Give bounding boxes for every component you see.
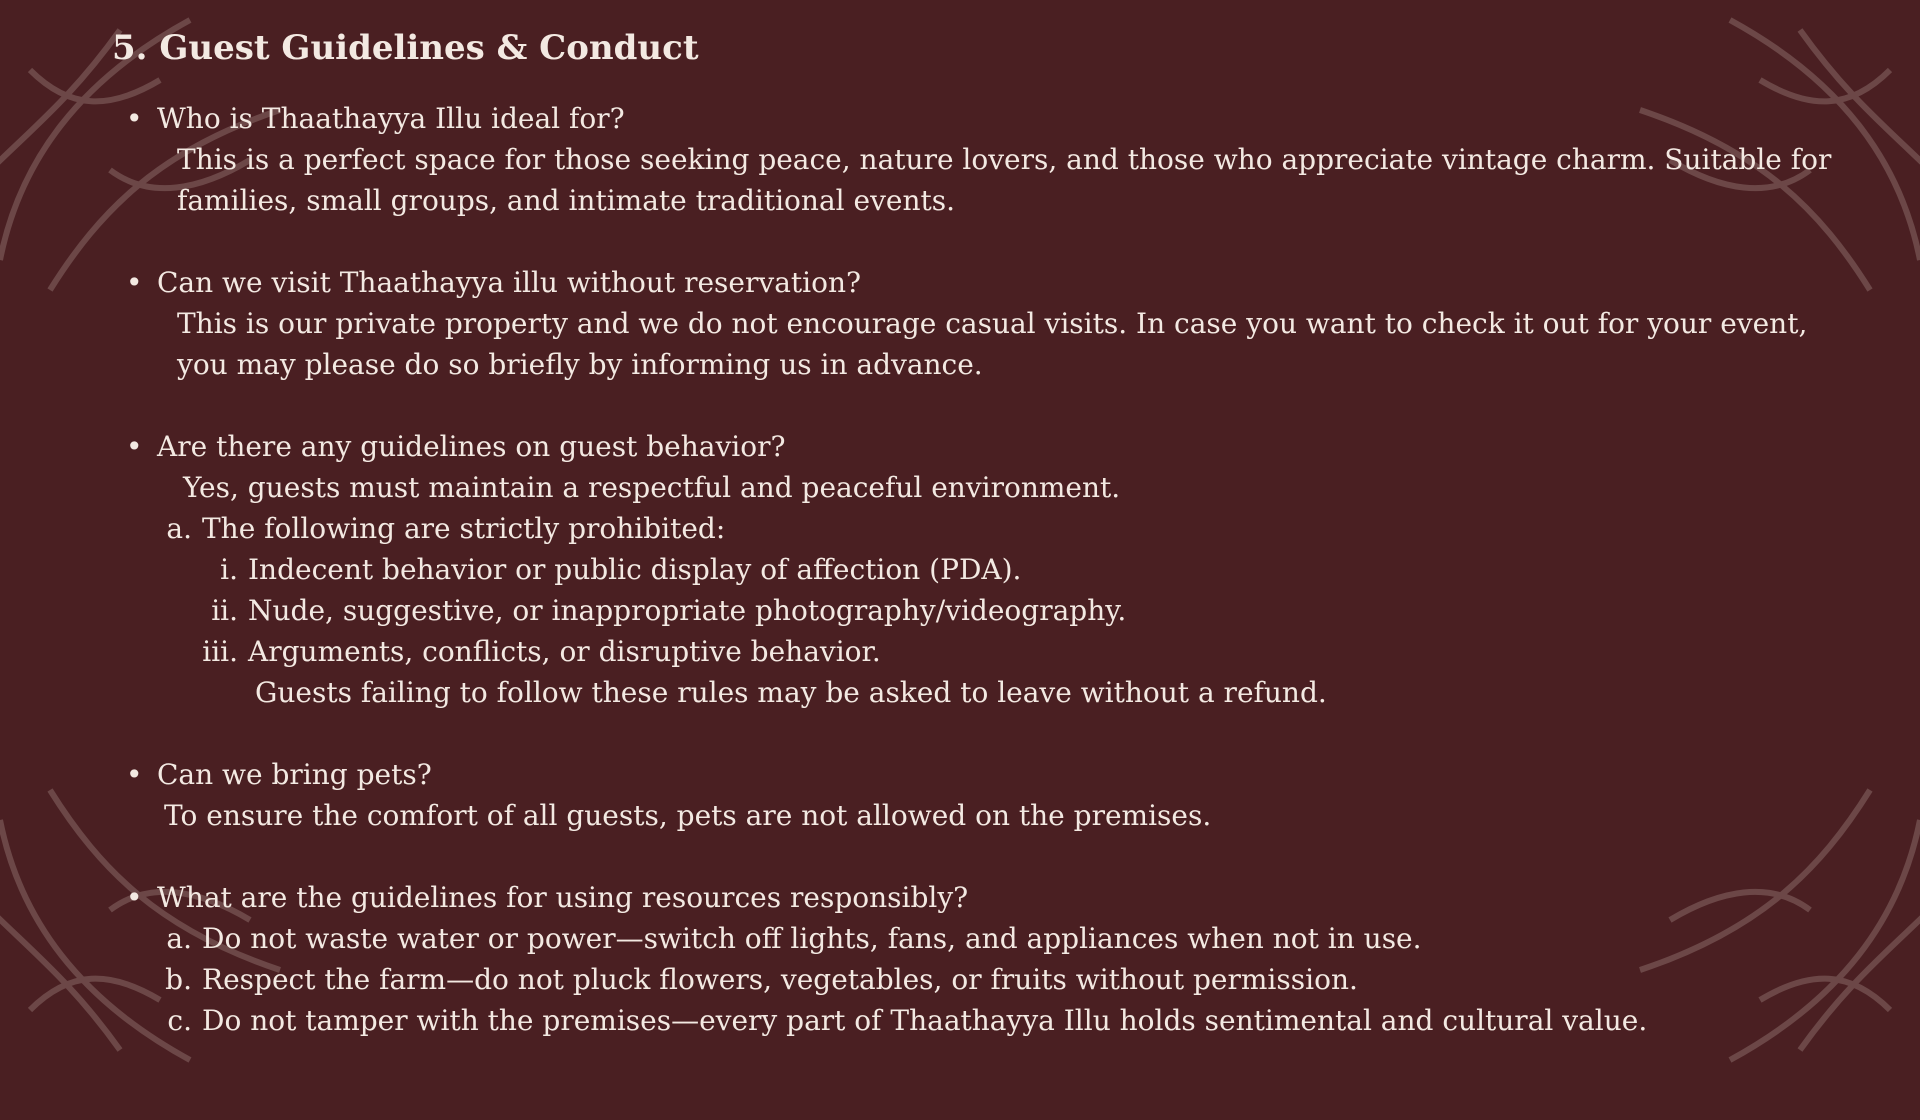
faq-item-visit-without-reservation xyxy=(112,262,1840,385)
section-title: 5. Guest Guidelines & Conduct xyxy=(112,28,699,68)
resource-guideline xyxy=(157,959,1840,1000)
prohibited-item xyxy=(157,549,1840,590)
bullet-dot-icon: • xyxy=(126,266,143,299)
faq-question: Who is Thaathayya Illu ideal for? xyxy=(157,102,625,135)
list-text: Arguments, conflicts, or disruptive behavior. xyxy=(248,635,881,668)
faq-item-resources xyxy=(112,877,1840,1041)
list-marker: c. xyxy=(167,1004,192,1037)
list-marker: i. xyxy=(220,553,238,586)
list-text: Do not tamper with the premises—every part of Thaathayya Illu holds sentimental and cultural value. xyxy=(202,1004,1648,1037)
resource-guideline xyxy=(157,1000,1840,1041)
list-marker: b. xyxy=(165,963,192,996)
bullet-dot-icon: • xyxy=(126,881,143,914)
prohibited-item xyxy=(157,631,1840,672)
faq-answer: To ensure the comfort of all guests, pets are not allowed on the premises. xyxy=(164,799,1212,832)
faq-question: Can we bring pets? xyxy=(157,758,432,791)
faq-answer: This is our private property and we do not encourage casual visits. In case you want to check it out for your event, you may please do so briefly by informing us in advance. xyxy=(177,307,1808,381)
faq-question: What are the guidelines for using resources responsibly? xyxy=(157,881,969,914)
faq-question: Can we visit Thaathayya illu without reservation? xyxy=(157,266,861,299)
list-marker: iii. xyxy=(202,635,238,668)
faq-item-guest-behavior xyxy=(112,426,1840,713)
list-marker: a. xyxy=(166,922,192,955)
faq-item-pets xyxy=(112,754,1840,836)
resource-guideline xyxy=(157,918,1840,959)
list-text: The following are strictly prohibited: xyxy=(202,512,726,545)
faq-question: Are there any guidelines on guest behavior? xyxy=(157,430,786,463)
faq-answer: This is a perfect space for those seeking peace, nature lovers, and those who appreciate vintage charm. Suitable for families, small groups, and intimate traditional events. xyxy=(177,143,1832,217)
bullet-dot-icon: • xyxy=(126,102,143,135)
prohibited-heading xyxy=(157,508,1840,549)
list-marker: ii. xyxy=(211,594,238,627)
list-marker: a. xyxy=(166,512,192,545)
list-text: Do not waste water or power—switch off lights, fans, and appliances when not in use. xyxy=(202,922,1422,955)
faq-list xyxy=(112,98,1840,1041)
list-text: Indecent behavior or public display of affection (PDA). xyxy=(248,553,1022,586)
list-text: Respect the farm—do not pluck flowers, vegetables, or fruits without permission. xyxy=(202,963,1358,996)
list-text: Nude, suggestive, or inappropriate photography/videography. xyxy=(248,594,1127,627)
faq-answer: Yes, guests must maintain a respectful and peaceful environment. xyxy=(183,471,1121,504)
faq-item-ideal-for xyxy=(112,98,1840,221)
bullet-dot-icon: • xyxy=(126,430,143,463)
guidelines-document xyxy=(112,24,1840,1041)
prohibited-item xyxy=(157,590,1840,631)
bullet-dot-icon: • xyxy=(126,758,143,791)
rules-note: Guests failing to follow these rules may be asked to leave without a refund. xyxy=(255,676,1327,709)
